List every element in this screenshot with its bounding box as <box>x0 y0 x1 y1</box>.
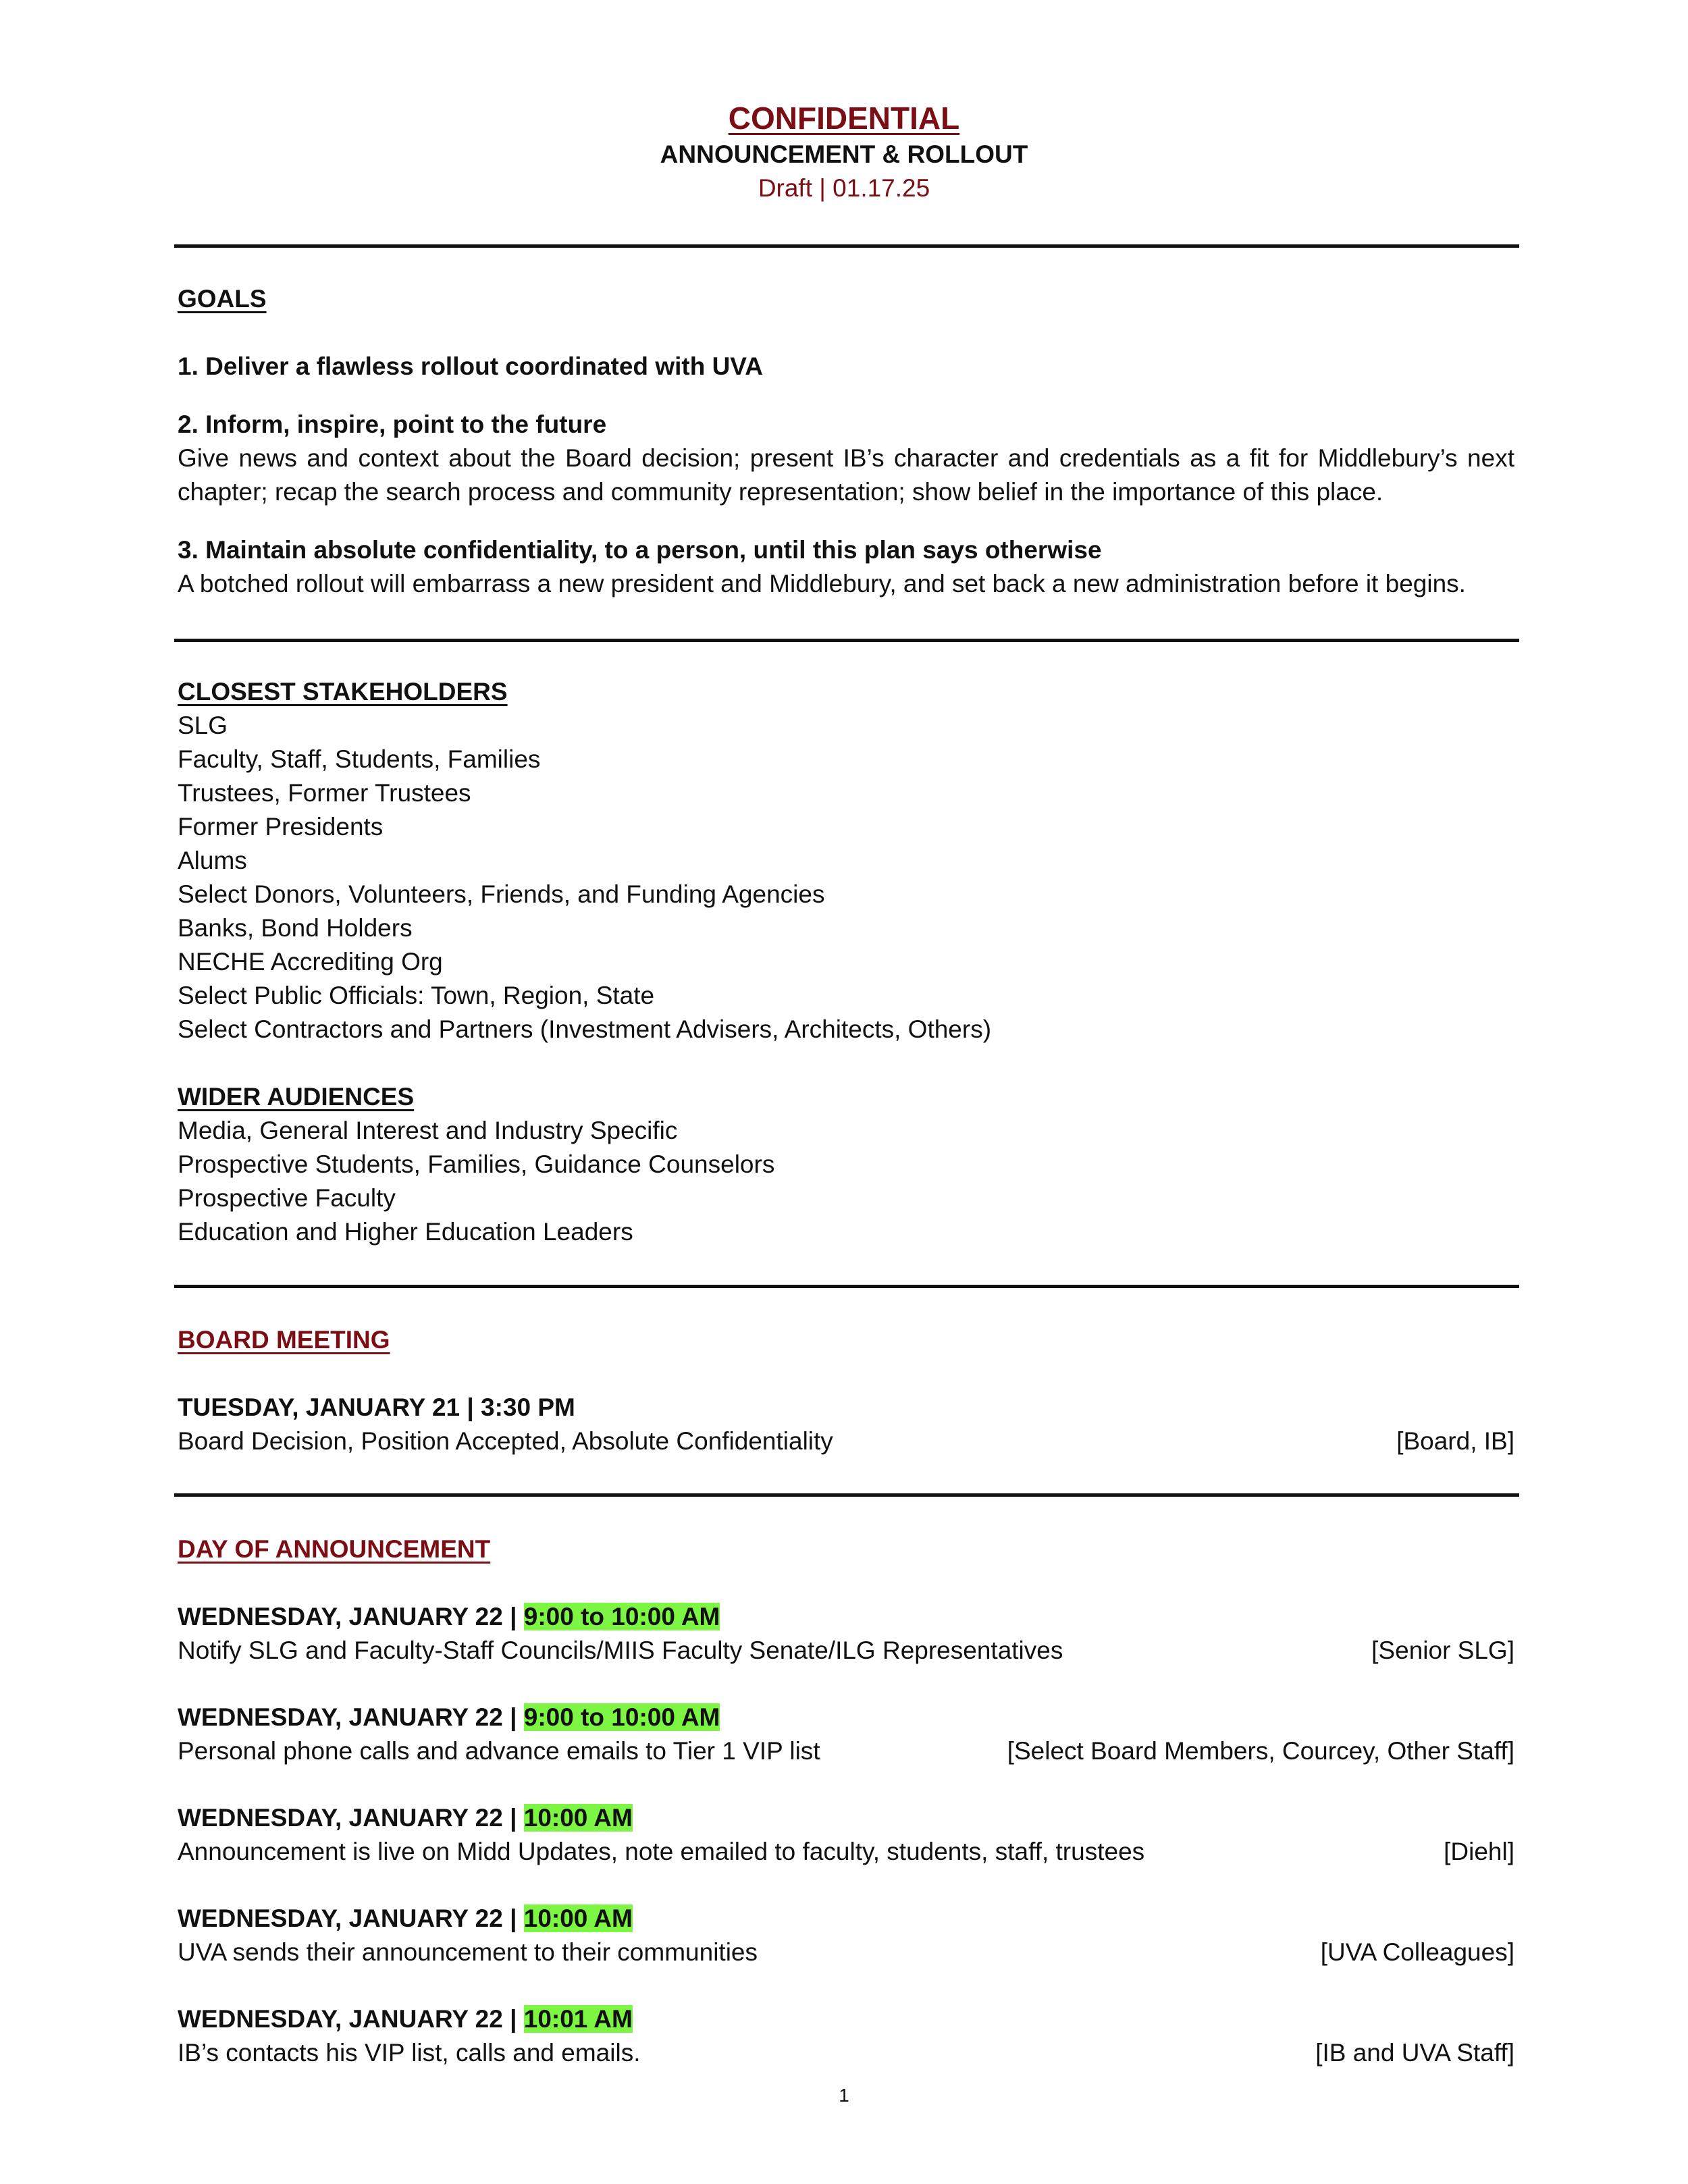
board-entry-row <box>178 1424 1514 1458</box>
document-subtitle: ANNOUNCEMENT & ROLLOUT <box>660 140 1028 168</box>
draft-date: Draft | 01.17.25 <box>758 174 930 202</box>
entry-date: WEDNESDAY, JANUARY 22 | <box>178 2005 524 2033</box>
board-desc: Board Decision, Position Accepted, Absolute Confidentiality <box>178 1427 833 1455</box>
goal-body: Give news and context about the Board decision; present IB’s character and credentials as a fit for Middlebury’s next chapter; recap the search process and community representation; show belief in the importance of this place. <box>178 444 1514 506</box>
entry-owner: [Select Board Members, Courcey, Other Staff] <box>1007 1737 1514 1765</box>
stakeholders-heading: CLOSEST STAKEHOLDERS <box>178 678 508 705</box>
announcement-entry <box>178 1701 1514 1768</box>
entry-desc: Notify SLG and Faculty-Staff Councils/MIIS Faculty Senate/ILG Representatives <box>178 1636 1063 1664</box>
announcement-entry <box>178 2002 1514 2070</box>
entry-time: 9:00 to 10:00 AM <box>523 1603 720 1630</box>
stakeholder-item: SLG <box>178 712 228 739</box>
page-number: 1 <box>839 2085 849 2106</box>
stakeholder-item: NECHE Accrediting Org <box>178 948 443 976</box>
divider <box>174 1493 1519 1497</box>
stakeholder-item: Former Presidents <box>178 813 384 841</box>
board-section <box>178 1323 1514 1458</box>
entry-date: WEDNESDAY, JANUARY 22 | <box>178 1905 524 1932</box>
board-date: TUESDAY, JANUARY 21 | 3:30 PM <box>178 1393 575 1421</box>
stakeholder-item: Alums <box>178 847 247 874</box>
entry-desc: Personal phone calls and advance emails to Tier 1 VIP list <box>178 1737 820 1765</box>
entry-desc: Announcement is live on Midd Updates, note emailed to faculty, students, staff, trustees <box>178 1838 1145 1865</box>
entry-desc: UVA sends their announcement to their communities <box>178 1938 758 1966</box>
divider <box>174 1285 1519 1288</box>
entry-owner: [IB and UVA Staff] <box>1315 2039 1514 2067</box>
goal-title: 1. Deliver a flawless rollout coordinated with UVA <box>178 352 763 380</box>
stakeholder-item: Trustees, Former Trustees <box>178 779 471 807</box>
board-owner: [Board, IB] <box>1396 1427 1514 1455</box>
entry-owner: [Diehl] <box>1444 1838 1514 1865</box>
stakeholder-item: Faculty, Staff, Students, Families <box>178 745 541 773</box>
divider <box>174 639 1519 642</box>
goal-title: 2. Inform, inspire, point to the future <box>178 410 607 438</box>
goal-body: A botched rollout will embarrass a new president and Middlebury, and set back a new administration before it begins. <box>178 570 1466 597</box>
entry-owner: [Senior SLG] <box>1371 1636 1514 1664</box>
announcement-entry <box>178 1902 1514 1969</box>
entry-time: 10:00 AM <box>523 1905 633 1932</box>
entry-date: WEDNESDAY, JANUARY 22 | <box>178 1603 524 1630</box>
stakeholders-section <box>178 675 1514 1249</box>
goals-section <box>178 282 1514 601</box>
wider-audiences-heading: WIDER AUDIENCES <box>178 1083 415 1111</box>
goals-heading: GOALS <box>178 285 267 313</box>
divider <box>174 244 1519 248</box>
announcement-entry <box>178 1600 1514 1668</box>
audience-item: Prospective Faculty <box>178 1184 396 1212</box>
announcement-section <box>178 1533 1514 2070</box>
audience-item: Media, General Interest and Industry Specific <box>178 1117 678 1144</box>
entry-date: WEDNESDAY, JANUARY 22 | <box>178 1804 524 1832</box>
confidential-title: CONFIDENTIAL <box>728 101 960 136</box>
entry-time: 10:01 AM <box>523 2005 633 2033</box>
entry-time: 9:00 to 10:00 AM <box>523 1703 720 1731</box>
stakeholder-item: Select Contractors and Partners (Investment Advisers, Architects, Others) <box>178 1015 992 1043</box>
announcement-entry <box>178 1801 1514 1869</box>
board-heading: BOARD MEETING <box>178 1326 390 1354</box>
announcement-heading: DAY OF ANNOUNCEMENT <box>178 1535 491 1563</box>
audience-item: Education and Higher Education Leaders <box>178 1218 633 1246</box>
entry-date: WEDNESDAY, JANUARY 22 | <box>178 1703 524 1731</box>
audience-item: Prospective Students, Families, Guidance Counselors <box>178 1150 775 1178</box>
entry-owner: [UVA Colleagues] <box>1320 1938 1514 1966</box>
goal-title: 3. Maintain absolute confidentiality, to a person, until this plan says otherwise <box>178 536 1102 564</box>
stakeholder-item: Select Public Officials: Town, Region, State <box>178 982 655 1009</box>
entry-desc: IB’s contacts his VIP list, calls and emails. <box>178 2039 641 2067</box>
entry-time: 10:00 AM <box>523 1804 633 1832</box>
stakeholder-item: Banks, Bond Holders <box>178 914 413 942</box>
stakeholder-item: Select Donors, Volunteers, Friends, and Funding Agencies <box>178 880 825 908</box>
